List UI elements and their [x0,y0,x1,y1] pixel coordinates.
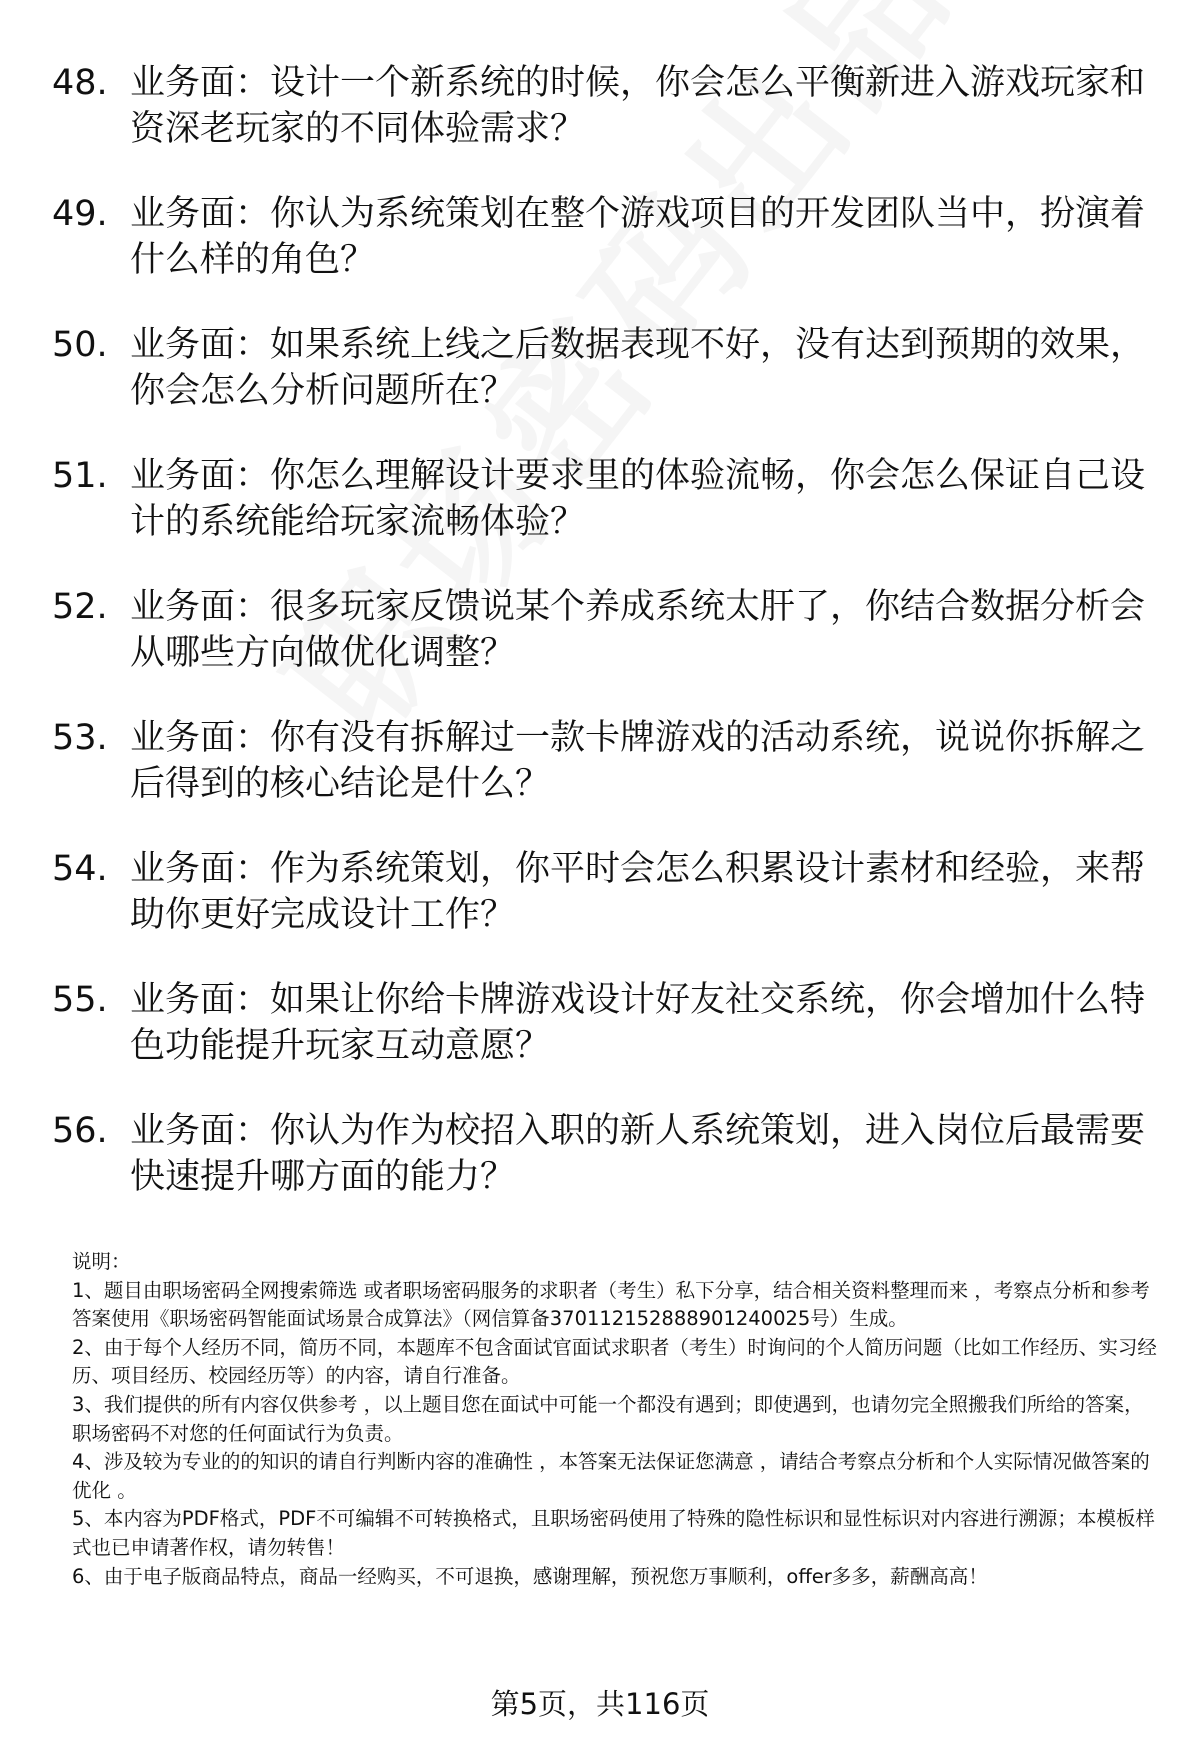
question-number: 49. [52,194,108,234]
question-text: 业务面：很多玩家反馈说某个养成系统太肝了，你结合数据分析会从哪些方向做优化调整？ [130,587,1146,673]
notes-section [72,1248,1162,1591]
question-text: 业务面：你怎么理解设计要求里的体验流畅，你会怎么保证自己设计的系统能给玩家流畅体验？ [130,456,1146,542]
question-text: 业务面：如果让你给卡牌游戏设计好友社交系统，你会增加什么特色功能提升玩家互动意愿？ [130,980,1146,1066]
question-number: 52. [52,587,108,627]
question-item [52,60,1162,152]
question-item [52,715,1162,807]
question-number: 50. [52,325,108,365]
note-item: 6、由于电子版商品特点，商品一经购买，不可退换，感谢理解，预祝您万事顺利，offer多多，薪酬高高！ [72,1564,988,1588]
question-item [52,584,1162,676]
question-number: 51. [52,456,108,496]
question-item [52,846,1162,938]
question-number: 48. [52,63,108,103]
question-number: 56. [52,1111,108,1151]
question-text: 业务面：你认为系统策划在整个游戏项目的开发团队当中，扮演着什么样的角色？ [130,194,1146,280]
note-item: 5、本内容为PDF格式，PDF不可编辑不可转换格式，且职场密码使用了特殊的隐性标识和显性标识对内容进行溯源；本模板样式也已申请著作权，请勿转售！ [72,1507,1155,1559]
note-item: 4、涉及较为专业的的知识的请自行判断内容的准确性 ，本答案无法保证您满意 ，请结合考察点分析和个人实际情况做答案的优化 。 [72,1450,1150,1502]
page-number: 第5页，共116页 [490,1687,710,1721]
note-item: 3、我们提供的所有内容仅供参考 ，以上题目您在面试中可能一个都没有遇到；即使遇到，也请勿完全照搬我们所给的答案，职场密码不对您的任何面试行为负责。 [72,1392,1144,1445]
question-text: 业务面：你有没有拆解过一款卡牌游戏的活动系统，说说你拆解之后得到的核心结论是什么？ [130,718,1146,804]
question-text: 业务面：如果系统上线之后数据表现不好，没有达到预期的效果，你会怎么分析问题所在？ [130,325,1146,411]
question-number: 53. [52,718,108,758]
question-list [52,60,1162,1239]
question-number: 54. [52,849,108,889]
notes-title: 说明： [72,1250,131,1273]
question-item [52,977,1162,1069]
note-item: 2、由于每个人经历不同，简历不同，本题库不包含面试官面试求职者（考生）时询问的个人简历问题（比如工作经历、实习经历、项目经历、校园经历等）的内容，请自行准备。 [72,1335,1157,1388]
question-text: 业务面：作为系统策划，你平时会怎么积累设计素材和经验，来帮助你更好完成设计工作？ [130,849,1146,935]
question-text: 业务面：你认为作为校招入职的新人系统策划，进入岗位后最需要快速提升哪方面的能力？ [130,1111,1146,1197]
question-text: 业务面：设计一个新系统的时候，你会怎么平衡新进入游戏玩家和资深老玩家的不同体验需求？ [130,63,1146,149]
note-item: 1、题目由职场密码全网搜索筛选 或者职场密码服务的求职者（考生）私下分享，结合相关资料整理而来 ，考察点分析和参考答案使用《职场密码智能面试场景合成算法》（网信算备370112152888901240025号）生成。 [72,1278,1150,1331]
question-item [52,191,1162,283]
question-item [52,1108,1162,1200]
question-item [52,453,1162,545]
question-item [52,322,1162,414]
question-number: 55. [52,980,108,1020]
